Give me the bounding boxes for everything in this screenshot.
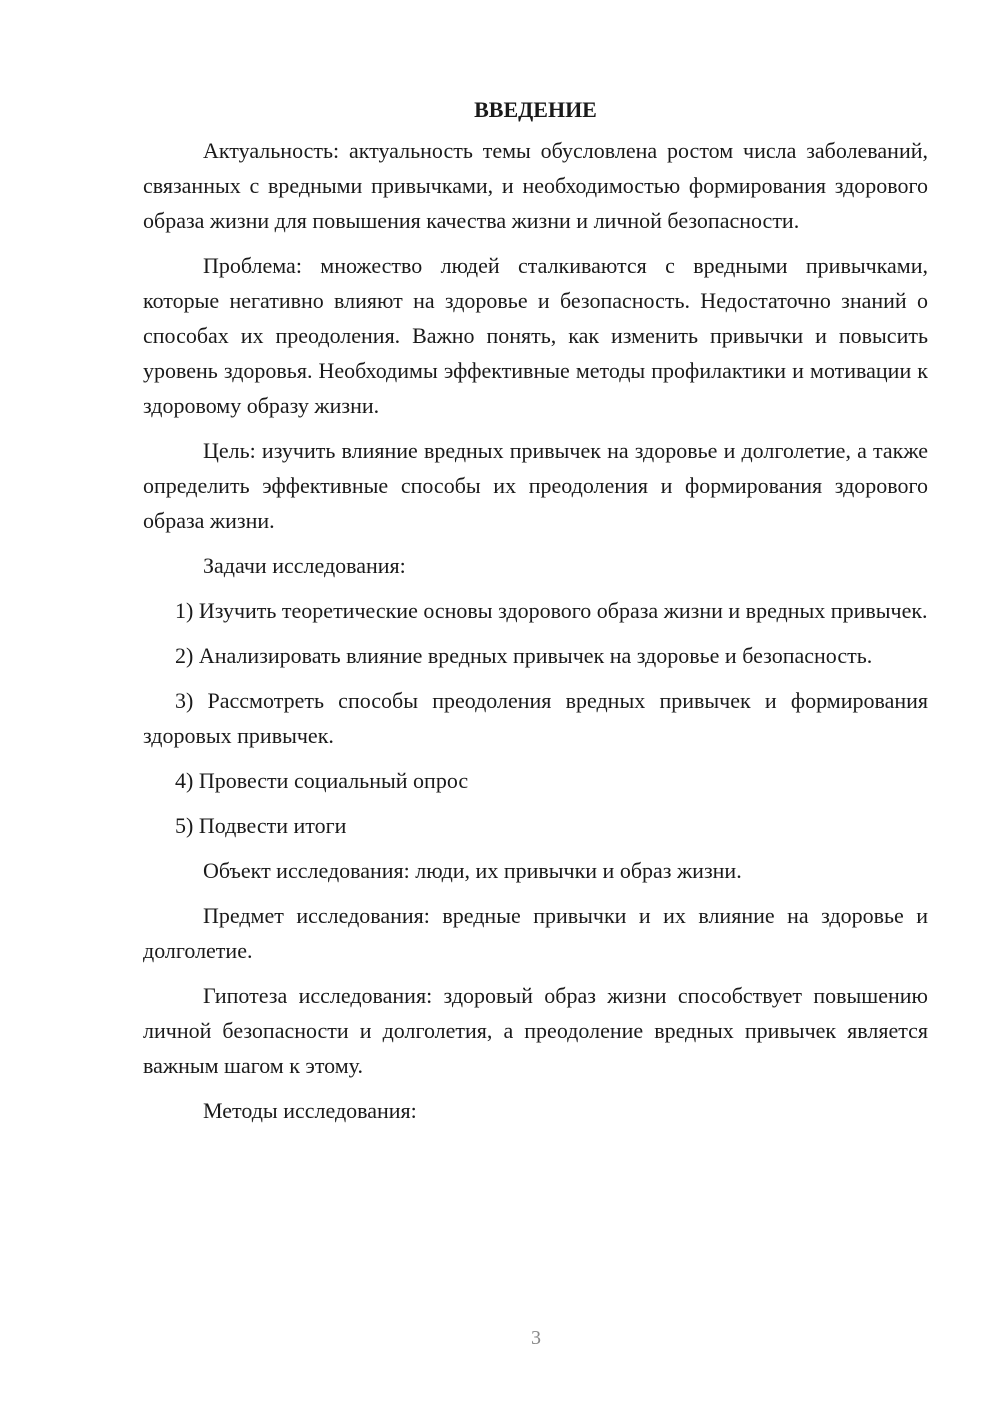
task-item-5: 5) Подвести итоги: [175, 813, 347, 838]
section-title: ВВЕДЕНИЕ: [474, 97, 597, 122]
task-item-2: 2) Анализировать влияние вредных привычек на здоровье и безопасность.: [175, 643, 873, 668]
paragraph-problem: Проблема: множество людей сталкиваются с вредными привычками, которые негативно влияют на здоровье и безопасность. Недостаточно знаний о способах их преодоления. Важно понять, как изменить привычки и повысить уровень здоровья. Необходимы эффективные методы профилактики и мотивации к здоровому образу жизни.: [143, 253, 928, 418]
paragraph-relevance: Актуальность: актуальность темы обусловлена ростом числа заболеваний, связанных с вредными привычками, и необходимостью формирования здорового образа жизни для повышения качества жизни и личной безопасности.: [143, 138, 928, 233]
document-page: [143, 92, 928, 1138]
paragraph-tasks-heading: Задачи исследования:: [203, 553, 406, 578]
paragraph-subject: Предмет исследования: вредные привычки и их влияние на здоровье и долголетие.: [143, 903, 928, 963]
page-number: 3: [531, 1327, 541, 1349]
paragraph-hypothesis: Гипотеза исследования: здоровый образ жизни способствует повышению личной безопасности и долголетия, а преодоление вредных привычек является важным шагом к этому.: [143, 983, 928, 1078]
task-item-4: 4) Провести социальный опрос: [175, 768, 469, 793]
paragraph-goal: Цель: изучить влияние вредных привычек на здоровье и долголетие, а также определить эффективные способы их преодоления и формирования здорового образа жизни.: [143, 438, 928, 533]
task-item-1: 1) Изучить теоретические основы здорового образа жизни и вредных привычек.: [175, 598, 928, 623]
task-item-3: 3) Рассмотреть способы преодоления вредных привычек и формирования здоровых привычек.: [143, 688, 928, 748]
paragraph-object: Объект исследования: люди, их привычки и образ жизни.: [203, 858, 742, 883]
paragraph-methods: Методы исследования:: [203, 1098, 417, 1123]
